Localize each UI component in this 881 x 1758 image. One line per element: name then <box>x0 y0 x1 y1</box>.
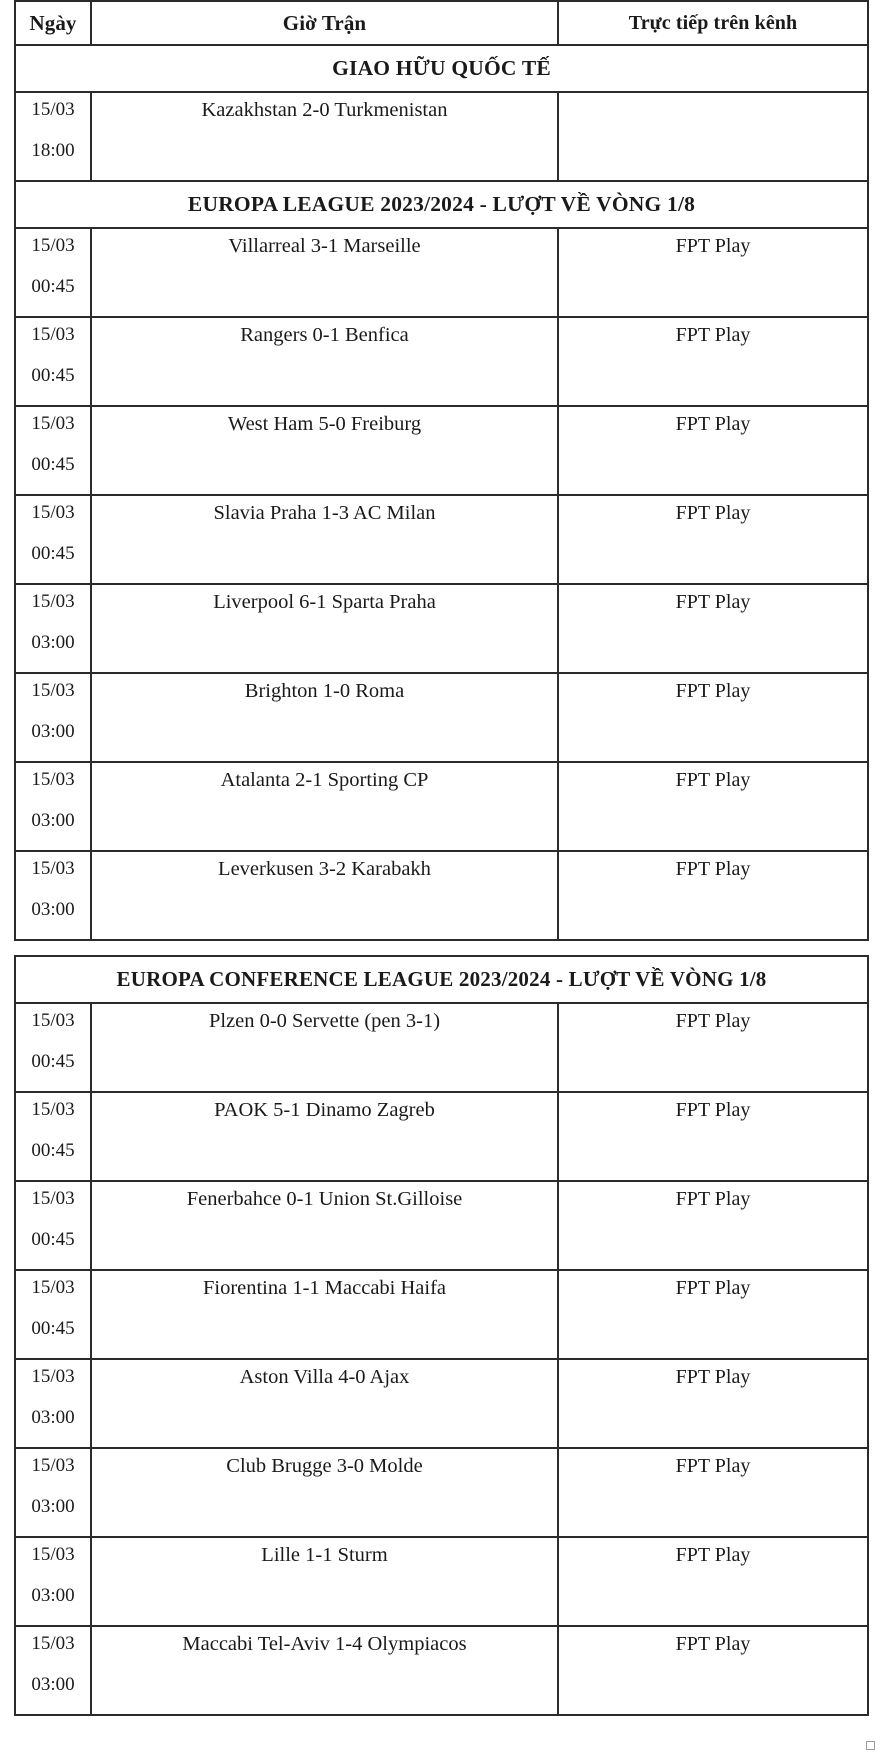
table-row <box>15 1181 868 1270</box>
match-time: 03:00 <box>31 810 75 831</box>
column-header-match: Giờ Trận <box>91 1 558 45</box>
match-date: 15/03 <box>31 1188 75 1209</box>
column-header-date: Ngày <box>15 1 91 45</box>
match-time: 00:45 <box>31 1229 75 1250</box>
match-time: 03:00 <box>31 721 75 742</box>
table-body-secondary <box>15 956 868 1715</box>
cell-date <box>15 317 91 406</box>
cell-channel: FPT Play <box>558 1359 868 1448</box>
schedule-table-secondary <box>14 955 869 1716</box>
cell-match: Fiorentina 1-1 Maccabi Haifa <box>91 1270 558 1359</box>
cell-date <box>15 1537 91 1626</box>
match-time: 00:45 <box>31 365 75 386</box>
match-date: 15/03 <box>31 591 75 612</box>
match-time: 03:00 <box>31 899 75 920</box>
match-time: 00:45 <box>31 276 75 297</box>
match-date: 15/03 <box>31 99 75 120</box>
table-row <box>15 1626 868 1715</box>
cell-match: Plzen 0-0 Servette (pen 3-1) <box>91 1003 558 1092</box>
cell-match: Kazakhstan 2-0 Turkmenistan <box>91 92 558 181</box>
cell-match: Aston Villa 4-0 Ajax <box>91 1359 558 1448</box>
cell-date <box>15 1092 91 1181</box>
cell-date <box>15 1359 91 1448</box>
match-date: 15/03 <box>31 413 75 434</box>
competition-banner-europa-league: EUROPA LEAGUE 2023/2024 - LƯỢT VỀ VÒNG 1/8 <box>15 181 868 228</box>
cell-channel: FPT Play <box>558 228 868 317</box>
table-row <box>15 584 868 673</box>
cell-date <box>15 228 91 317</box>
cell-channel: FPT Play <box>558 1092 868 1181</box>
table-row <box>15 495 868 584</box>
match-time: 00:45 <box>31 1051 75 1072</box>
cell-match: Atalanta 2-1 Sporting CP <box>91 762 558 851</box>
match-date: 15/03 <box>31 680 75 701</box>
cell-date <box>15 1626 91 1715</box>
match-time: 03:00 <box>31 1407 75 1428</box>
cell-match: Brighton 1-0 Roma <box>91 673 558 762</box>
cell-date <box>15 1448 91 1537</box>
cell-channel <box>558 92 868 181</box>
table-row <box>15 1003 868 1092</box>
match-time: 00:45 <box>31 1318 75 1339</box>
competition-banner-giao-huu-quoc-te: GIAO HỮU QUỐC TẾ <box>15 45 868 92</box>
match-time: 03:00 <box>31 1585 75 1606</box>
table-row <box>15 1537 868 1626</box>
table-row <box>15 762 868 851</box>
match-time: 18:00 <box>31 140 75 161</box>
cell-channel: FPT Play <box>558 406 868 495</box>
match-time: 00:45 <box>31 454 75 475</box>
cell-date <box>15 1181 91 1270</box>
cell-match: Slavia Praha 1-3 AC Milan <box>91 495 558 584</box>
table-row <box>15 406 868 495</box>
cell-date <box>15 92 91 181</box>
match-date: 15/03 <box>31 1099 75 1120</box>
match-date: 15/03 <box>31 324 75 345</box>
competition-banner-row <box>15 45 868 92</box>
schedule-table-primary <box>14 0 869 941</box>
cell-match: Club Brugge 3-0 Molde <box>91 1448 558 1537</box>
column-header-channel: Trực tiếp trên kênh <box>558 1 868 45</box>
table-body-primary <box>15 45 868 940</box>
cell-channel: FPT Play <box>558 1270 868 1359</box>
match-date: 15/03 <box>31 1544 75 1565</box>
match-date: 15/03 <box>31 1277 75 1298</box>
cell-channel: FPT Play <box>558 1003 868 1092</box>
table-row <box>15 1092 868 1181</box>
cell-channel: FPT Play <box>558 1626 868 1715</box>
cell-match: Rangers 0-1 Benfica <box>91 317 558 406</box>
match-time: 03:00 <box>31 1496 75 1517</box>
table-row <box>15 92 868 181</box>
cell-date <box>15 584 91 673</box>
cell-match: Villarreal 3-1 Marseille <box>91 228 558 317</box>
cell-date <box>15 762 91 851</box>
table-header <box>15 1 868 45</box>
cell-channel: FPT Play <box>558 1181 868 1270</box>
match-date: 15/03 <box>31 1633 75 1654</box>
cell-date <box>15 1003 91 1092</box>
match-date: 15/03 <box>31 1366 75 1387</box>
match-time: 00:45 <box>31 543 75 564</box>
cell-date <box>15 851 91 940</box>
match-date: 15/03 <box>31 235 75 256</box>
table-row <box>15 228 868 317</box>
cell-match: PAOK 5-1 Dinamo Zagreb <box>91 1092 558 1181</box>
cell-match: Fenerbahce 0-1 Union St.Gilloise <box>91 1181 558 1270</box>
cell-match: Lille 1-1 Sturm <box>91 1537 558 1626</box>
table-row <box>15 1270 868 1359</box>
table-row <box>15 1359 868 1448</box>
cell-date <box>15 406 91 495</box>
competition-banner-europa-conference-league: EUROPA CONFERENCE LEAGUE 2023/2024 - LƯỢT VỀ VÒNG 1/8 <box>15 956 868 1003</box>
table-separator <box>0 941 881 955</box>
table-row <box>15 851 868 940</box>
table-row <box>15 673 868 762</box>
cell-channel: FPT Play <box>558 584 868 673</box>
match-date: 15/03 <box>31 1455 75 1476</box>
cell-channel: FPT Play <box>558 762 868 851</box>
cell-channel: FPT Play <box>558 1448 868 1537</box>
table-row <box>15 1448 868 1537</box>
cell-channel: FPT Play <box>558 1537 868 1626</box>
cell-channel: FPT Play <box>558 317 868 406</box>
cell-match: West Ham 5-0 Freiburg <box>91 406 558 495</box>
cell-channel: FPT Play <box>558 495 868 584</box>
match-date: 15/03 <box>31 769 75 790</box>
resize-handle-icon[interactable] <box>866 1741 875 1750</box>
match-date: 15/03 <box>31 858 75 879</box>
cell-date <box>15 1270 91 1359</box>
cell-date <box>15 495 91 584</box>
competition-banner-row <box>15 956 868 1003</box>
match-date: 15/03 <box>31 1010 75 1031</box>
cell-channel: FPT Play <box>558 851 868 940</box>
cell-match: Liverpool 6-1 Sparta Praha <box>91 584 558 673</box>
table-header-row <box>15 1 868 45</box>
cell-channel: FPT Play <box>558 673 868 762</box>
table-row <box>15 317 868 406</box>
cell-match: Leverkusen 3-2 Karabakh <box>91 851 558 940</box>
match-time: 03:00 <box>31 1674 75 1695</box>
match-date: 15/03 <box>31 502 75 523</box>
cell-date <box>15 673 91 762</box>
cell-match: Maccabi Tel-Aviv 1-4 Olympiacos <box>91 1626 558 1715</box>
match-time: 00:45 <box>31 1140 75 1161</box>
match-time: 03:00 <box>31 632 75 653</box>
competition-banner-row <box>15 181 868 228</box>
